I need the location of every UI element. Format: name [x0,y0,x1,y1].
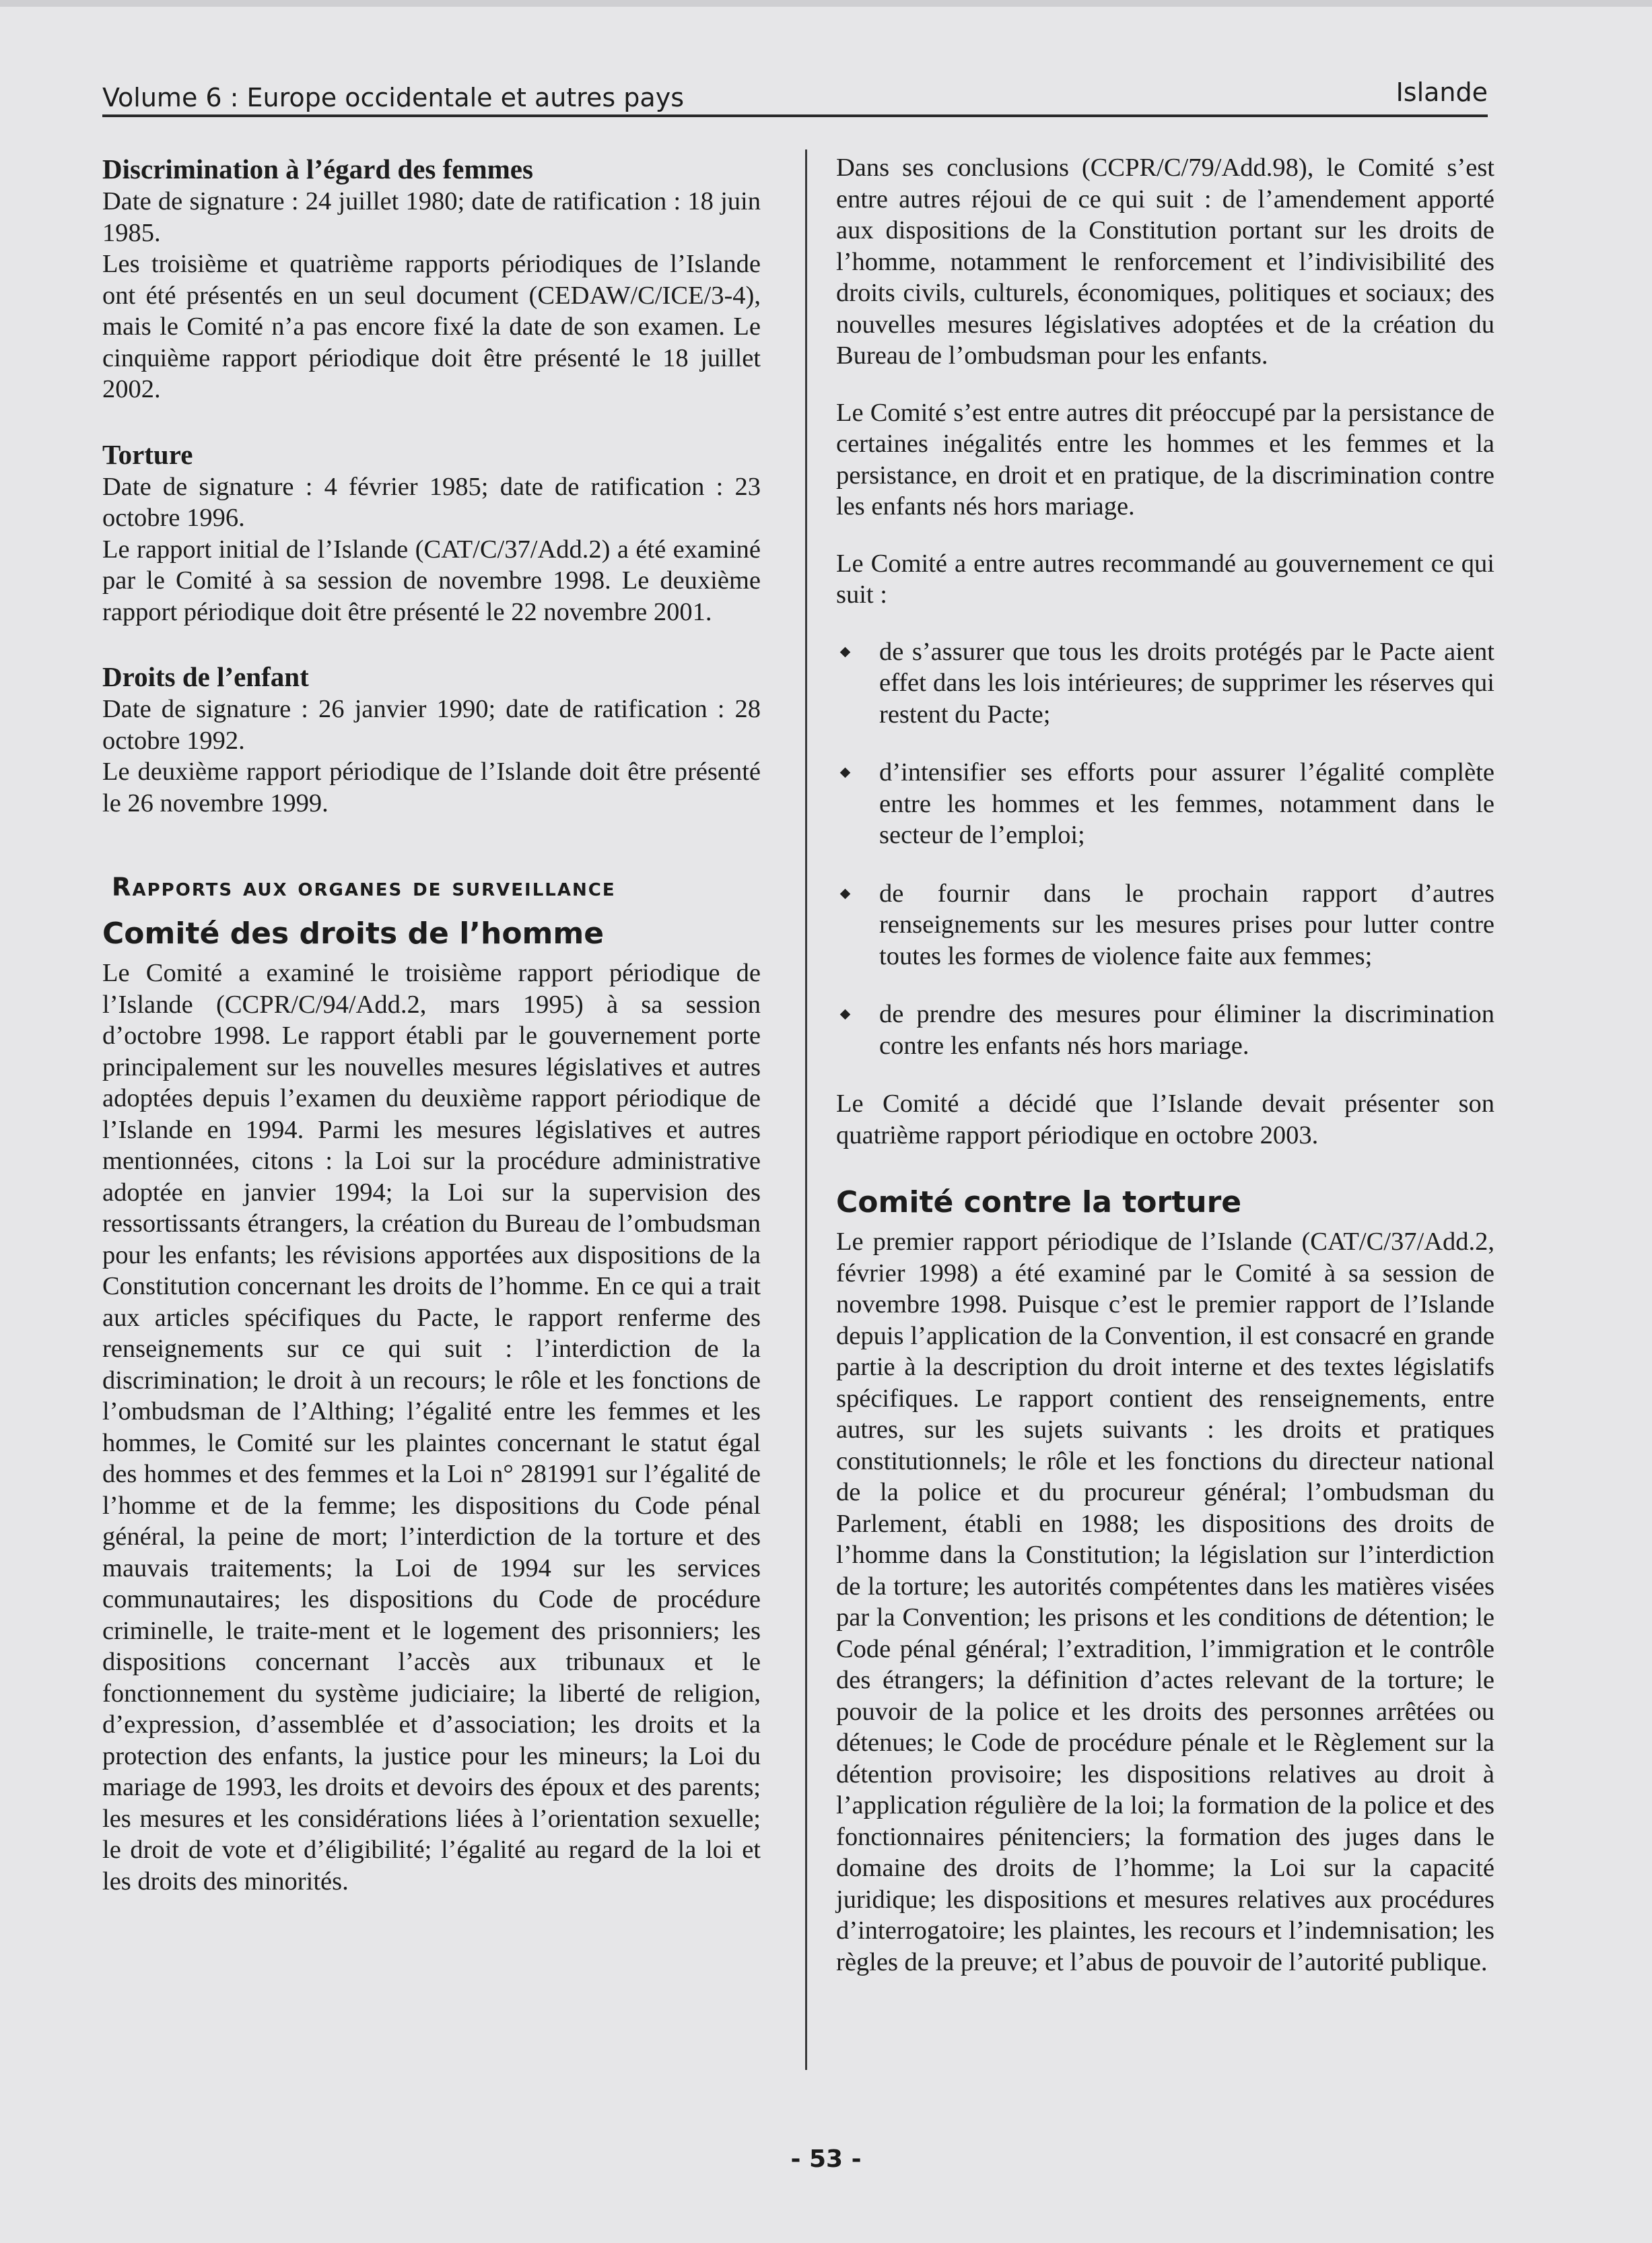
section-droits-enfant [102,660,761,819]
section-dates: Date de signature : 4 février 1985; date de ratification : 23 octobre 1996. [102,472,761,532]
conclusions-paragraph: Dans ses conclusions (CCPR/C/79/Add.98), le Comité s’est entre autres réjoui de ce qui suit : de l’amendement apporté aux dispositions de la Constitution portant sur les droits de l’homme, notamment le renforcement et l’indivisibilité des droits civils, culturels, économiques, politiques et sociaux; des nouvelles mesures législatives adoptées et de la création du Bureau de l’ombudsman pour les enfants. [836,154,1494,370]
page-top-edge [0,0,1652,7]
list-item-text: de prendre des mesures pour éliminer la discrimination contre les enfants nés hors mariage. [879,1000,1494,1060]
running-header [102,70,1488,117]
diamond-bullet-icon [840,768,851,778]
section-dates: Date de signature : 24 juillet 1980; date de ratification : 18 juin 1985. [102,187,761,247]
column-divider [805,149,807,2070]
list-item-text: de fournir dans le prochain rapport d’autres renseignements sur les mesures prises pour lutter contre toutes les formes de violence faite aux femmes; [879,879,1494,970]
country-name: Islande [1396,77,1488,107]
left-column [102,152,761,1897]
next-report-paragraph: Le Comité a décidé que l’Islande devait présenter son quatrième rapport périodique en octobre 2003. [836,1090,1494,1149]
list-item [836,999,1494,1061]
recommendations-intro: Le Comité a entre autres recommandé au gouvernement ce qui suit : [836,549,1494,609]
list-item [836,878,1494,972]
list-item-text: de s’assurer que tous les droits protégés par le Pacte aient effet dans les lois intérieures; de supprimer les réserves qui restent du Pacte; [879,637,1494,729]
torture-committee-paragraph: Le premier rapport périodique de l’Islande (CAT/C/37/Add.2, février 1998) a été examiné par le Comité à sa session de novembre 1998. Puisque c’est le premier rapport de l’Islande depuis l’application de la Convention, il est consacré en grande partie à la description du droit interne et des textes législatifs spécifiques. Le rapport contient des renseignements, entre autres, sur les sujets suivants : les droits et pratiques constitutionnels; le rôle et les fonctions du directeur national de la police et du procureur général; l’ombudsman du Parlement, établi en 1988; les dispositions des droits de l’homme dans la Constitution; la législation sur l’interdiction de la torture; les autorités compétentes dans les matières visées par la Convention; les prisons et les conditions de détention; le Code pénal général; l’extradition, l’immigration et le contrôle des étrangers; la définition d’actes relevant de la torture; le pouvoir de la police et les droits des personnes arrêtées ou détenues; le Code de procédure pénale et le Règlement sur la détention provisoire; les dispositions relatives au droit à l’application régulière de la loi; la formation de la police et des fonctionnaires pénitenciers; la formation des juges dans le domaine des droits de l’homme; la Loi sur la capacité juridique; les dispositions et mesures relatives aux procédures d’interrogatoire; les plaintes, les recours et l’indemnisation; les règles de la preuve; et l’abus de pouvoir de l’autorité publique. [836,1228,1494,1976]
page-number: - 53 - [790,2145,862,2173]
right-column [836,152,1494,1978]
section-dates: Date de signature : 26 janvier 1990; date de ratification : 28 octobre 1992. [102,695,761,755]
list-item [836,757,1494,851]
list-item-text: d’intensifier ses efforts pour assurer l’égalité complète entre les hommes et les femmes, notamment dans le secteur de l’emploi; [879,758,1494,849]
section-title: Discrimination à l’égard des femmes [102,154,533,185]
hr-committee-paragraph: Le Comité a examiné le troisième rapport périodique de l’Islande (CCPR/C/94/Add.2, mars 1995) à sa session d’octobre 1998. Le rapport établi par le gouvernement porte principalement sur les nouvelles mesures législatives et autres adoptées depuis l’examen du deuxième rapport périodique de l’Islande en 1994. Parmi les mesures législatives et autres mentionnées, citons : la Loi sur la procédure administrative adoptée en janvier 1994; la Loi sur la supervision des ressortissants étrangers, la création du Bureau de l’ombudsman pour les enfants; les révisions apportées aux dispositions de la Constitution concernant les droits de l’homme. En ce qui a trait aux articles spécifiques du Pacte, le rapport renferme des renseignements sur ce qui suit : l’interdiction de la discrimination; le droit à un recours; le rôle et les fonctions de l’ombudsman de l’Althing; l’égalité entre les femmes et les hommes, le Comité sur les plaintes concernant le statut égal des hommes et des femmes et la Loi n° 281991 sur l’égalité de l’homme et de la femme; les dispositions du Code pénal général, la peine de mort; l’interdiction de la torture et des mauvais traitements; la Loi de 1994 sur les services communautaires; les dispositions du Code de procédure criminelle, le traite-ment et le logement des prisonniers; les dispositions concernant l’accès aux tribunaux et le fonctionnement du système judiciaire; la liberté de religion, d’expression, d’assemblée et d’association; les droits et la protection des enfants, la justice pour les mineurs; la Loi du mariage de 1993, les droits et devoirs des époux et des parents; les mesures et les considérations liées à l’orientation sexuelle; le droit de vote et d’éligibilité; l’égalité au regard de la loi et les droits des minorités. [102,959,761,1896]
recommendations-list [836,636,1494,1062]
diamond-bullet-icon [840,888,851,899]
section-text: Le rapport initial de l’Islande (CAT/C/37/Add.2) a été examiné par le Comité à sa session de novembre 1998. Le deuxième rapport périodique doit être présenté le 22 novembre 2001. [102,535,761,626]
torture-committee-heading: Comité contre la torture [836,1185,1242,1219]
hr-committee-heading: Comité des droits de l’homme [102,916,605,951]
volume-title: Volume 6 : Europe occidentale et autres pays [102,83,684,112]
concerns-paragraph: Le Comité s’est entre autres dit préoccupé par la persistance de certaines inégalités entre les hommes et les femmes et la persistance, en droit et en pratique, de la discrimination contre les enfants nés hors mariage. [836,398,1494,521]
section-text: Le deuxième rapport périodique de l’Islande doit être présenté le 26 novembre 1999. [102,758,761,817]
section-text: Les troisième et quatrième rapports périodiques de l’Islande ont été présentés en un seul document (CEDAW/C/ICE/3-4), mais le Comité n’a pas encore fixé la date de son examen. Le cinquième rapport périodique doit être présenté le 18 juillet 2002. [102,250,761,403]
list-item [836,636,1494,731]
main-heading: Rapports aux organes de surveillance [112,873,616,902]
section-title: Droits de l’enfant [102,661,309,692]
diamond-bullet-icon [840,1009,851,1020]
section-torture [102,438,761,628]
diamond-bullet-icon [840,646,851,657]
section-title: Torture [102,438,193,470]
section-discrimination-femmes [102,152,761,405]
